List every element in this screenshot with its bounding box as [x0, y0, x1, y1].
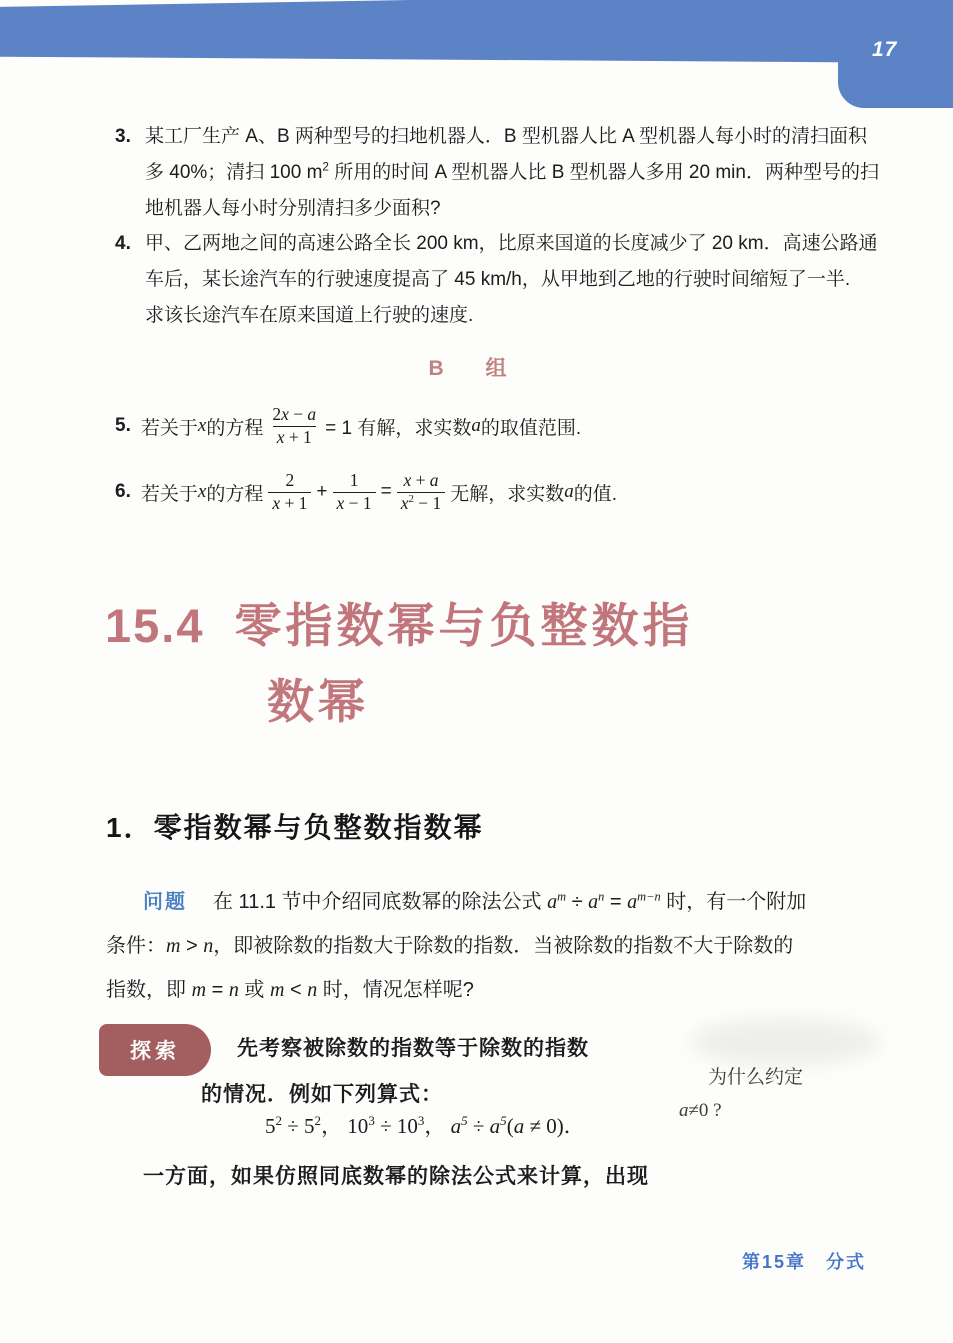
question-block [106, 880, 868, 1012]
section-number: 15.4 [105, 599, 205, 652]
problem-3-number: 3. [115, 126, 131, 147]
question-line-3: 指数，即 m = n 或 m < n 时，情况怎样呢? [106, 979, 474, 1001]
problem-3-line-1: 某工厂生产 A、B 两种型号的扫地机器人．B 型机器人比 A 型机器人每小时的清扫面积 [145, 126, 868, 147]
problem-3-line-3: 地机器人每小时分别清扫多少面积? [145, 198, 441, 219]
problem-5 [115, 398, 581, 454]
subsection-heading: 1．零指数幂与负整数指数幂 [106, 812, 484, 843]
section-title-line-2: 数幂 [267, 675, 369, 728]
question-line-1-text: 在 11.1 节中介绍同底数幂的除法公式 $a^m \div a^n = a^{m-n}$ 时，有一个附加 [213, 889, 807, 913]
problem-4 [115, 226, 878, 334]
margin-note-line-1: 为什么约定 [708, 1067, 804, 1088]
scan-smudge [690, 1018, 880, 1066]
problem-4-line-2: 车后，某长途汽车的行驶速度提高了 45 km/h，从甲地到乙地的行驶时间缩短了一半. [145, 269, 851, 290]
section-title [105, 588, 865, 740]
explore-badge-label: 探索 [130, 1040, 180, 1063]
problem-5-line: 若关于 x 的方程 $\frac{2x - a}{x + 1}$ = 1 有解，求实数 a 的取值范围. [140, 403, 582, 447]
problem-6-line: 若关于 x 的方程 $\frac{2}{x + 1}$ + $\frac{1}{x - 1}$ = $\frac{x + a}{x^2 - 1}$ 无解，求实数 a 的值. [140, 469, 618, 513]
problem-6 [115, 462, 617, 522]
problem-3 [115, 119, 879, 227]
problem-3-line-2: 多 40%；清扫 100 $m^2$ 所用的时间 A 型机器人比 B 型机器人多用 20 min．两种型号的扫 [145, 160, 879, 183]
problem-5-number: 5. [115, 415, 131, 436]
explore-line-1: 先考察被除数的指数等于除数的指数 [237, 1037, 589, 1060]
problem-4-line-1: 甲、乙两地之间的高速公路全长 200 km，比原来国道的长度减少了 20 km．高速公路通 [145, 233, 878, 254]
question-label: 问题 [143, 891, 187, 913]
question-line-2: 条件：m > n，即被除数的指数大于除数的指数．当被除数的指数不大于除数的 [106, 935, 794, 957]
page-number: 17 [872, 38, 898, 61]
page-number-tab [838, 0, 953, 108]
problem-4-line-3: 求该长途汽车在原来国道上行驶的速度. [145, 305, 474, 326]
section-title-line-1: 零指数幂与负整数指 [234, 599, 694, 652]
footer-chapter-label: 第15章 分式 [742, 1252, 867, 1272]
problem-4-number: 4. [115, 233, 131, 254]
example-formulas: $5^2 \div 5^2$， $10^3 \div 10^3$， $a^5 \div a^5(a \ne 0)$． [265, 1113, 585, 1138]
margin-note-line-2: a≠0 ? [679, 1100, 722, 1121]
problem-6-number: 6. [115, 481, 131, 502]
question-line-1 [106, 880, 868, 924]
group-b-label: B 组 [428, 357, 525, 380]
explore-line-2: 的情况．例如下列算式： [201, 1083, 443, 1106]
closing-line: 一方面，如果仿照同底数幂的除法公式来计算，出现 [143, 1165, 649, 1188]
explore-badge [99, 1024, 211, 1076]
header-bar [0, 0, 953, 63]
